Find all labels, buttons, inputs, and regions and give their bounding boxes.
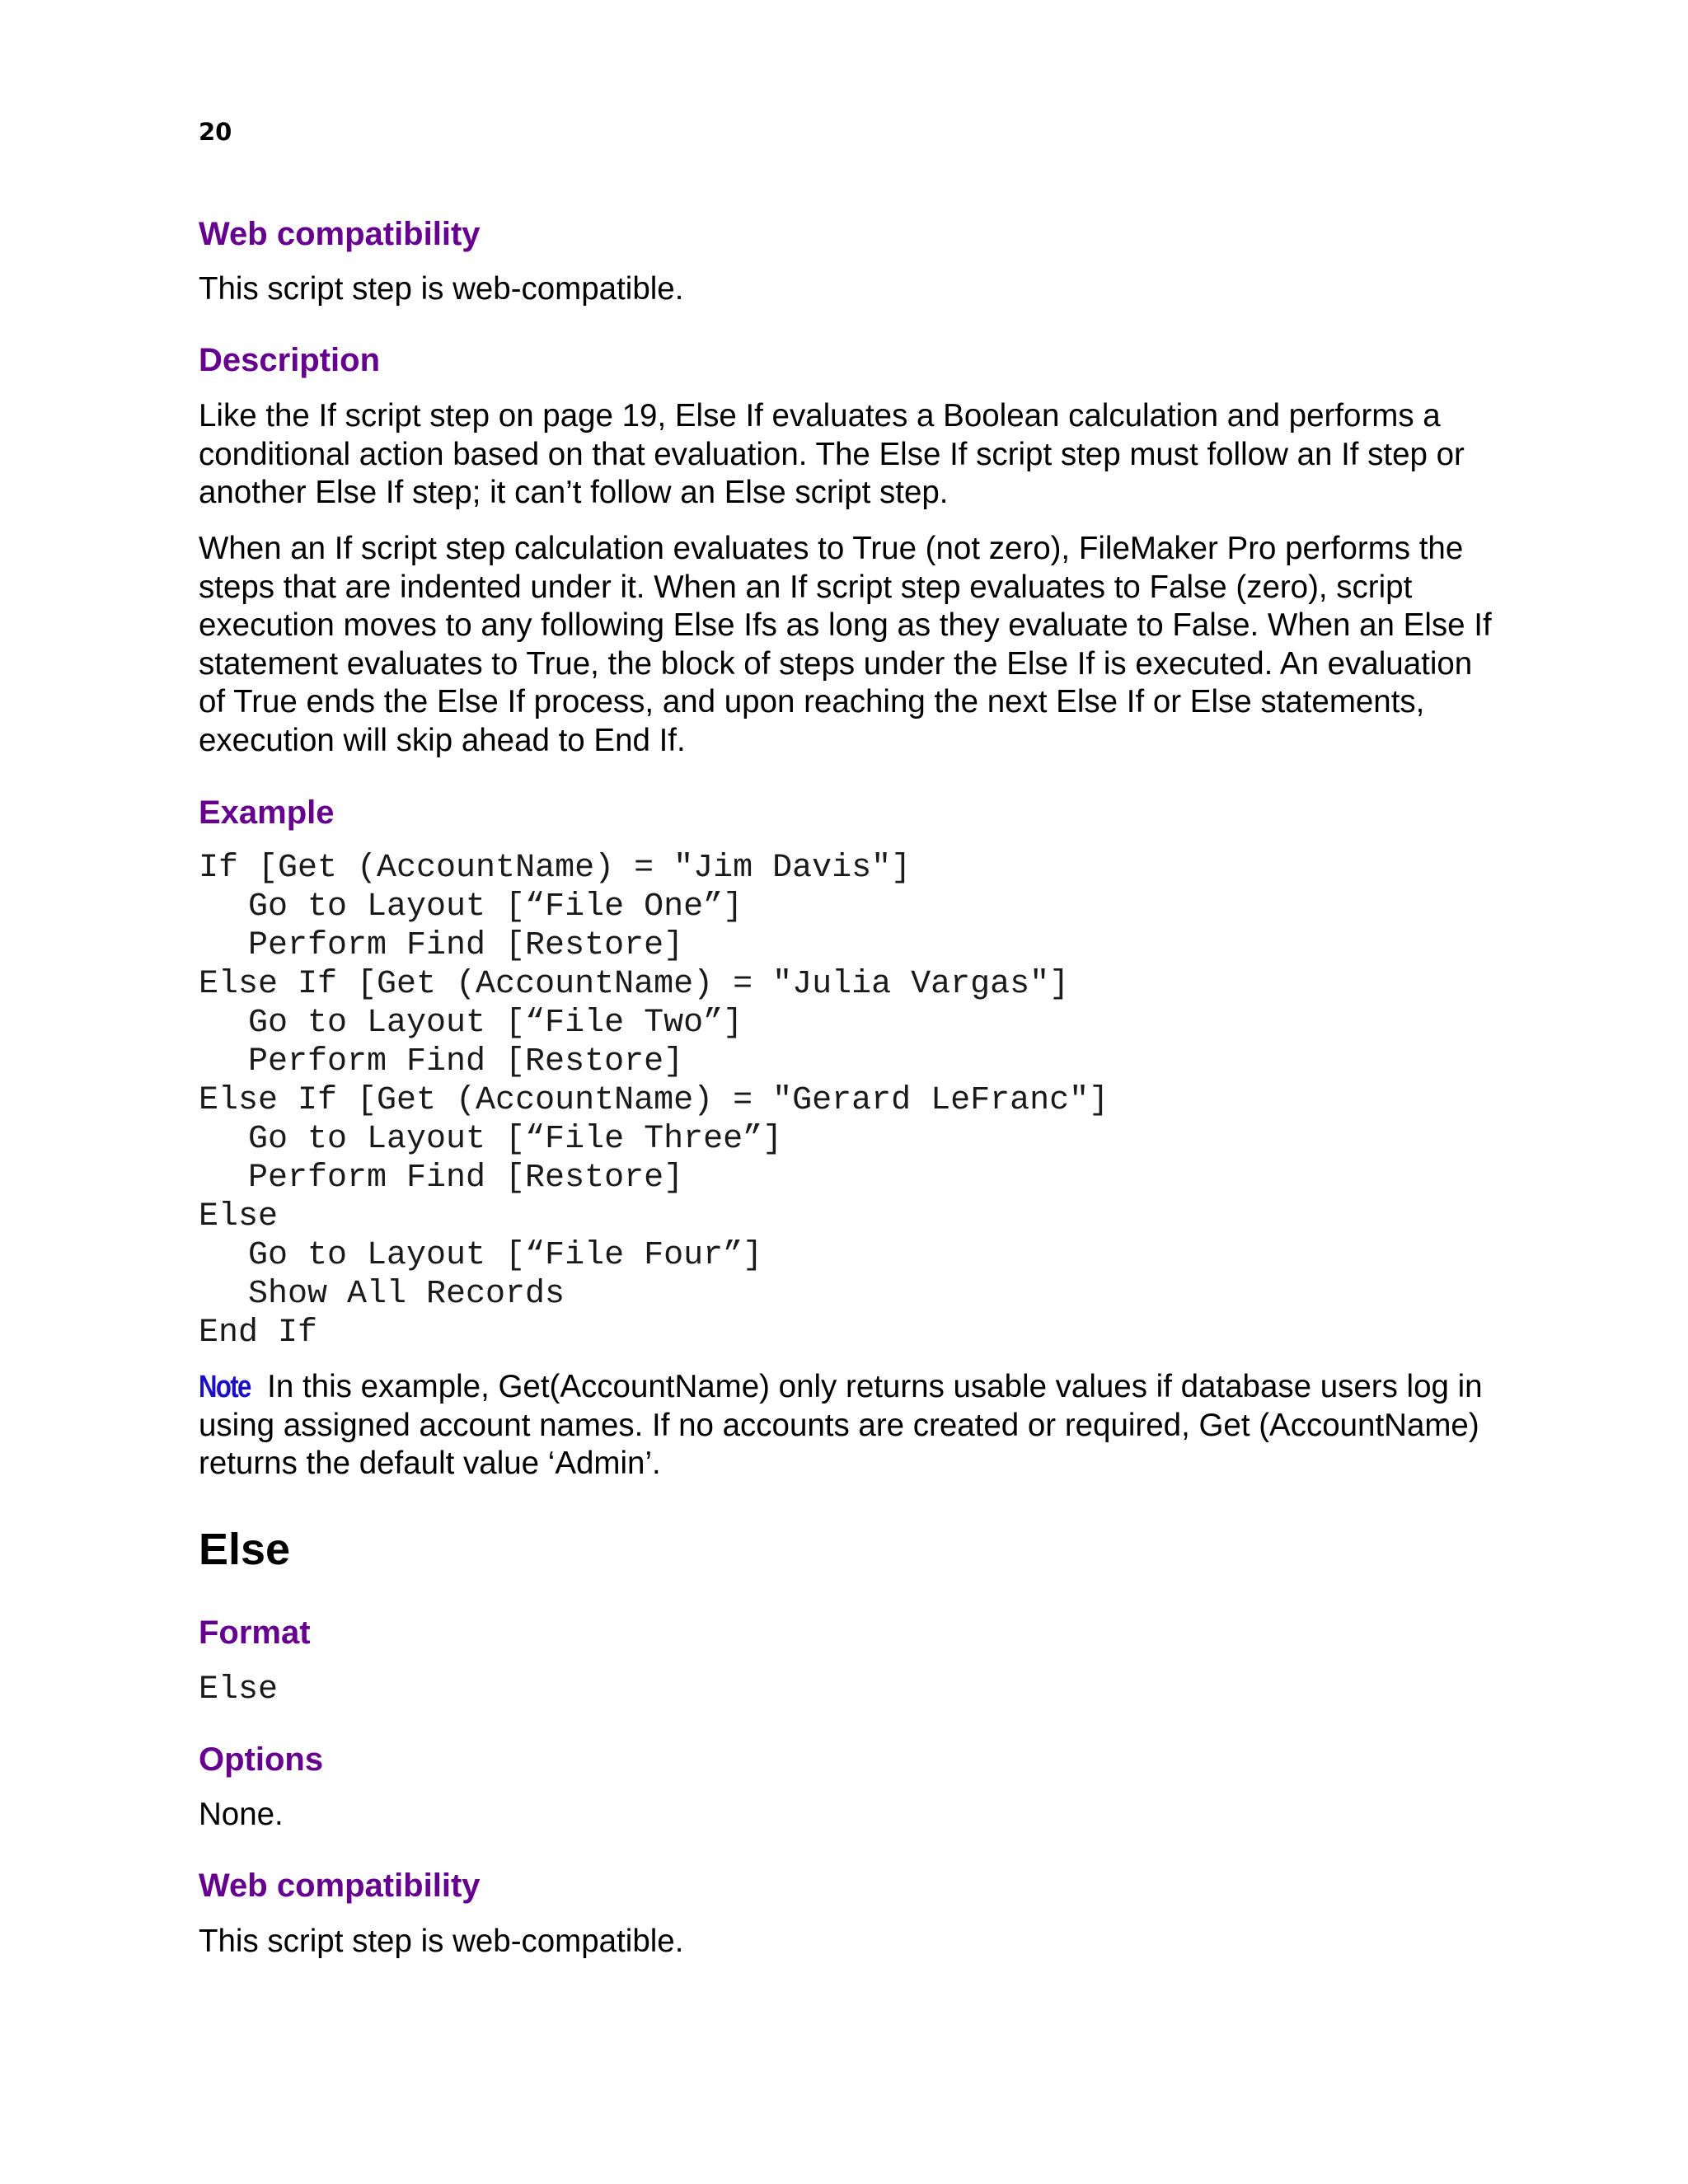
code-line: Go to Layout [“File One”] [248,888,743,926]
web-compatibility-heading: Web compatibility [199,216,481,252]
note-text: In this example, Get(AccountName) only returns usable values if database users log in using assigned account names. If no accounts are created or required, Get (AccountName) returns the default value ‘Admin’. [199,1369,1483,1481]
page-number: 20 [199,118,232,146]
format-code: Else [199,1671,279,1708]
code-line: Perform Find [Restore] [248,1160,684,1197]
web-compatibility-text-2: This script step is web-compatible. [199,1924,684,1959]
note-label: Note [199,1370,251,1404]
description-paragraph-1: Like the If script step on page 19, Else If evaluates a Boolean calculation and performs a conditional action based on that evaluation. The Else If script step must follow an If step or another Else If step; it can’t follow an Else script step. [199,398,1465,510]
web-compatibility-heading-2: Web compatibility [199,1868,481,1904]
code-line: If [Get (AccountName) = "Jim Davis"] [199,850,912,887]
code-line: Perform Find [Restore] [248,927,684,964]
options-text: None. [199,1797,284,1832]
format-heading: Format [199,1615,311,1651]
code-line: Perform Find [Restore] [248,1043,684,1080]
code-line: End If [199,1315,318,1352]
code-line: Go to Layout [“File Two”] [248,1005,743,1042]
code-line: Go to Layout [“File Three”] [248,1121,783,1158]
web-compatibility-text: This script step is web-compatible. [199,271,684,307]
example-note [199,1368,1493,1483]
example-heading: Example [199,794,335,831]
example-code-block [199,849,1109,1352]
options-heading: Options [199,1741,324,1778]
code-line: Go to Layout [“File Four”] [248,1237,763,1274]
code-line: Show All Records [248,1276,565,1313]
description-heading: Description [199,342,381,378]
code-line: Else [199,1198,279,1235]
code-line: Else If [Get (AccountName) = "Gerard LeFranc"] [199,1082,1109,1119]
else-title: Else [199,1525,291,1574]
code-line: Else If [Get (AccountName) = "Julia Vargas"] [199,966,1070,1003]
description-paragraph-2: When an If script step calculation evaluates to True (not zero), FileMaker Pro performs the steps that are indented under it. When an If script step evaluates to False (zero), script execution moves to any following Else Ifs as long as they evaluate to False. When an Else If statement evaluates to True, the block of steps under the Else If is executed. An evaluation of True ends the Else If process, and upon reaching the next Else If or Else statements, execution will skip ahead to End If. [199,531,1492,758]
